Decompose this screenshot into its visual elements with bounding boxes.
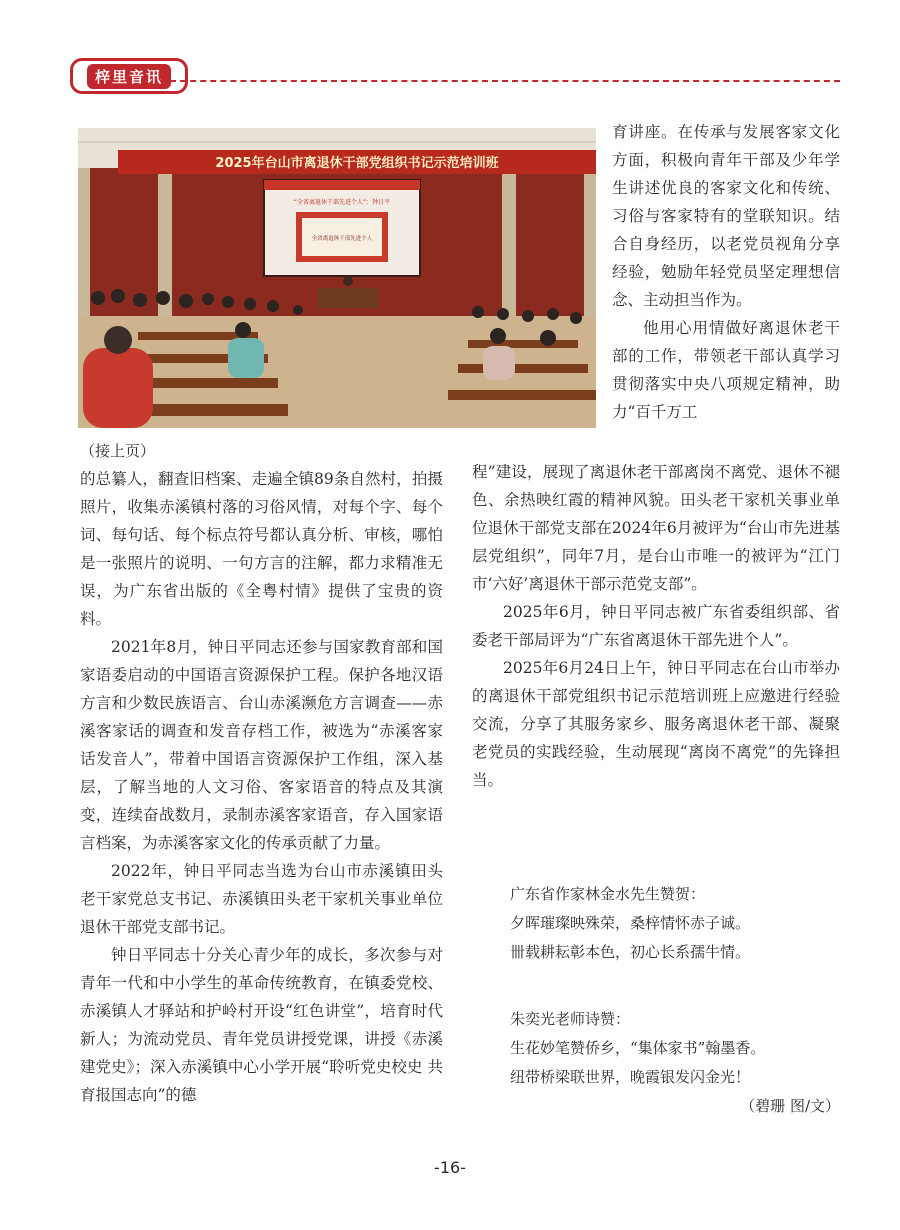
poem-line: 夕晖璀璨映殊荣，桑梓情怀赤子诚。 xyxy=(510,914,751,932)
paragraph: 程”建设，展现了离退休老干部离岗不离党、退休不褪色、余热映红霞的精神风貌。田头老干家机关事业单位退休干部党支部在2024年6月被评为“台山市先进基层党组织”，同年7月，是台山市唯一的被评为“江门市‘六好’离退休干部示范党支部”。 xyxy=(472,463,840,593)
photo-banner-text: 2025年台山市离退休干部党组织书记示范培训班 xyxy=(215,156,499,171)
right-column-bottom xyxy=(472,458,840,794)
right-column-top xyxy=(612,118,840,426)
paragraph: 2021年8月，钟日平同志还参与国家教育部和国家语委启动的中国语言资源保护工程。保护各地汉语方言和少数民族语言、台山赤溪濒危方言调查——赤溪客家话的调查和发音存档工作，被选为“赤溪客家话发音人”，带着中国语言资源保护工作组，深入基层，了解当地的人文习俗、客家语音的特点及其演变，连续奋战数月，录制赤溪客家语音，存入国家语言档案，为赤溪客家文化的传承贡献了力量。 xyxy=(80,638,443,852)
training-session-photo xyxy=(78,128,596,428)
page-number: -16- xyxy=(434,1158,466,1177)
header-divider xyxy=(160,80,840,82)
poem-section xyxy=(510,880,840,1121)
continued-from-previous-page: （接上页） xyxy=(80,442,156,460)
paragraph: 的总纂人，翻查旧档案、走遍全镇89条自然村，拍摄照片，收集赤溪镇村落的习俗风情，对每个字、每个词、每句话、每个标点符号都认真分析、审核，哪怕是一张照片的说明、一句方言的注解，都力求精准无误，为广东省出版的《全粤村情》提供了宝贵的资料。 xyxy=(80,470,443,628)
paragraph: 2022年，钟日平同志当选为台山市赤溪镇田头老干家党总支书记、赤溪镇田头老干家机关事业单位退休干部党支部书记。 xyxy=(80,862,443,936)
column-badge xyxy=(70,58,188,94)
poem-line: 生花妙笔赞侨乡，“集体家书”翰墨香。 xyxy=(510,1039,766,1057)
poem-line: 卌载耕耘彰本色，初心长系孺牛情。 xyxy=(510,943,751,961)
photo-screen-text-2: 全省离退休干部先进个人 xyxy=(311,236,373,242)
author-signature: （碧珊 图/文） xyxy=(740,1097,840,1115)
paragraph: 他用心用情做好离退休老干部的工作，带领老干部认真学习贯彻落实中央八项规定精神，助力“百千万工 xyxy=(612,319,840,421)
paragraph: 钟日平同志十分关心青少年的成长，多次参与对青年一代和中小学生的革命传统教育，在镇委党校、赤溪镇人才驿站和护岭村开设“红色讲堂”，培育时代新人；为流动党员、青年党员讲授党课，讲授《赤溪建党史》；深入赤溪镇中心小学开展“聆听党史校史 共育报国志向”的德 xyxy=(80,946,443,1104)
paragraph: 2025年6月，钟日平同志被广东省委组织部、省委老干部局评为“广东省离退休干部先进个人”。 xyxy=(472,603,840,649)
poem-title: 朱奕光老师诗赞： xyxy=(510,1010,631,1028)
photo-screen-text-1: “全省离退休干部先进个人”：钟日平 xyxy=(293,199,391,206)
poem-line: 纽带桥梁联世界，晚霞银发闪金光！ xyxy=(510,1068,751,1086)
column-name: 梓里音讯 xyxy=(87,64,171,89)
paragraph: 育讲座。在传承与发展客家文化方面，积极向青年干部及少年学生讲述优良的客家文化和传统、习俗与客家特有的堂联知识。结合自身经历，以老党员视角分享经验，勉励年轻党员坚定理想信念、主动担当作为。 xyxy=(612,123,840,309)
left-column xyxy=(80,465,443,1109)
poem-title: 广东省作家林金水先生赞贺： xyxy=(510,885,706,903)
paragraph: 2025年6月24日上午，钟日平同志在台山市举办的离退休干部党组织书记示范培训班上应邀进行经验交流，分享了其服务家乡、服务离退休老干部、凝聚老党员的实践经验，生动展现“离岗不离党”的先锋担当。 xyxy=(472,659,840,789)
